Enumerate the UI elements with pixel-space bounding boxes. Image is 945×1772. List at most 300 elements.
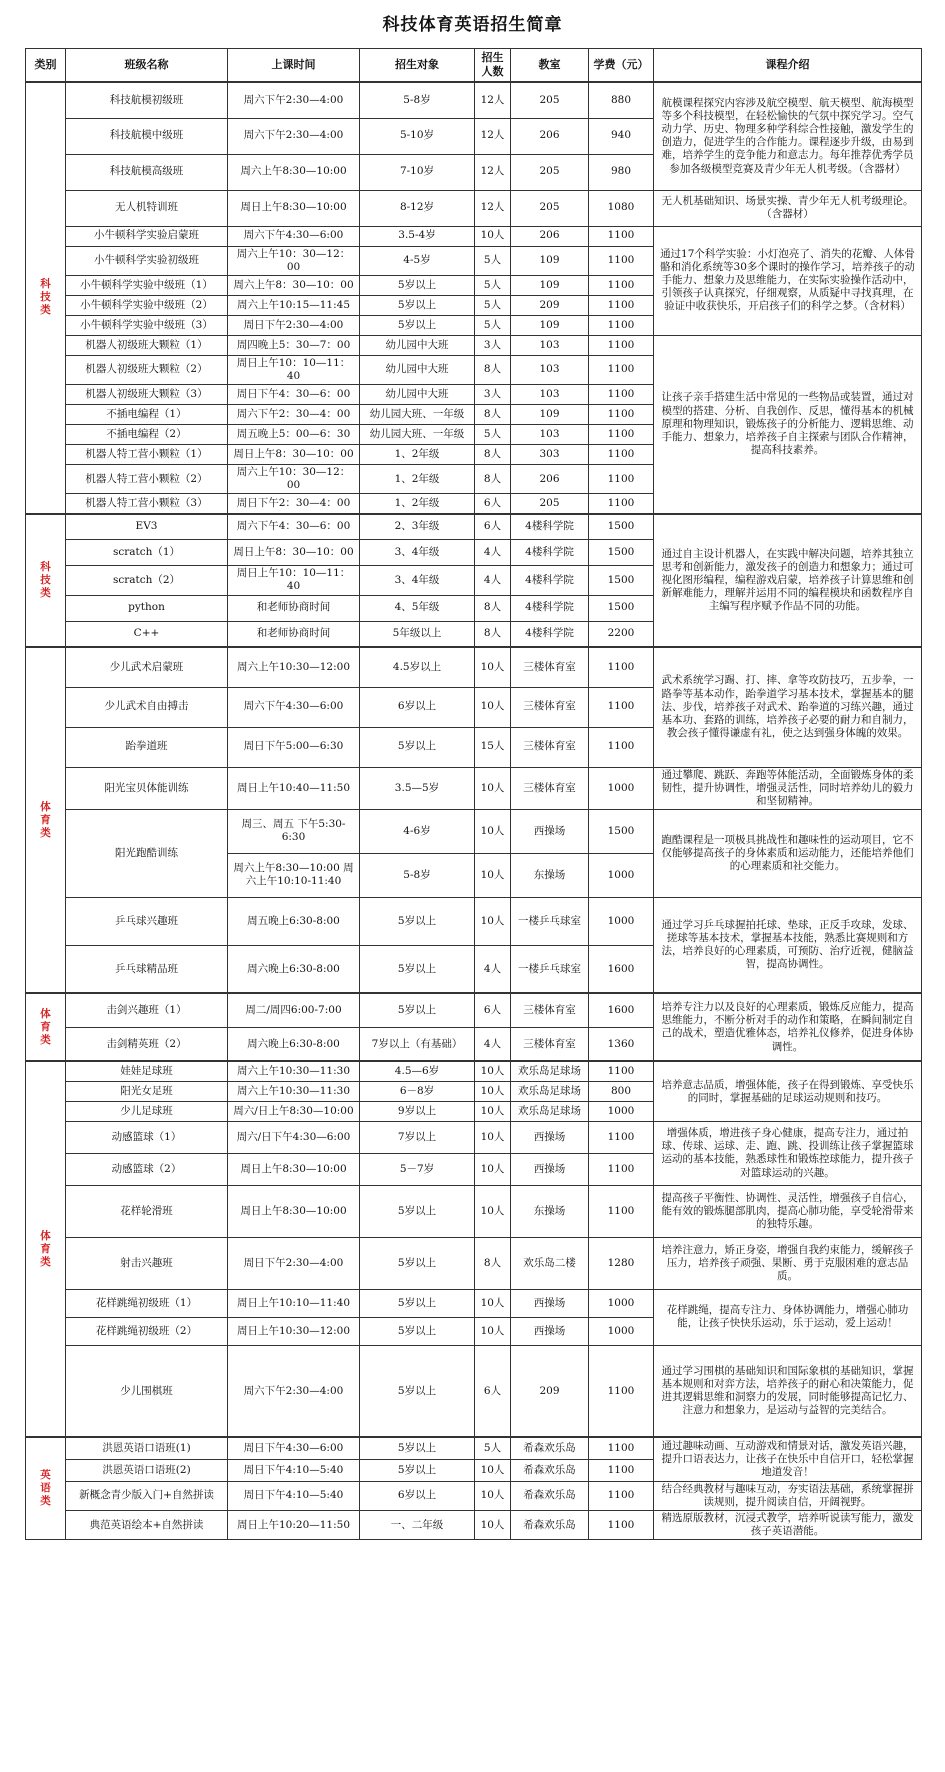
room-cell: 205 [511, 154, 589, 190]
course-intro-cell: 武术系统学习踢、打、摔、拿等攻防技巧，五步拳，一路拳等基本动作，跆拳道学习基本技术，掌握基本的腿法、步伐，培养孩子对武术、跆拳道的习练兴趣，通过基本功、套路的训练，培养孩子必要的耐力和自制力，教会孩子懂得谦虚有礼，使之达到强身体魄的效果。 [654, 647, 922, 767]
target-cell: 3、4年级 [360, 566, 475, 595]
target-cell: 5岁以上 [360, 1437, 475, 1459]
room-cell: 三楼体育室 [511, 993, 589, 1027]
target-cell: 幼儿园大班、一年级 [360, 425, 475, 445]
fee-cell: 1100 [589, 1121, 654, 1153]
room-cell: 东操场 [511, 1185, 589, 1237]
category-label: 体育类 [40, 800, 51, 839]
course-intro-cell: 结合经典教材与趣味互动，夯实语法基础，系统掌握拼读规则，提升阅读自信，开阔视野。 [654, 1481, 922, 1510]
course-intro-cell: 提高孩子平衡性、协调性、灵活性，增强孩子自信心，能有效的锻炼腿部肌肉，提高心肺功能，享受轮滑带来的独特乐趣。 [654, 1185, 922, 1237]
fee-cell: 1100 [589, 275, 654, 295]
count-cell: 10人 [475, 1317, 511, 1345]
course-intro-cell: 增强体质，增进孩子身心健康，提高专注力，通过拍球、传球、运球、走、跑、跳、投训练让孩子掌握篮球运动的基本技能，熟悉球性和锻炼控球能力，提升孩子对篮球运动的兴趣。 [654, 1121, 922, 1185]
count-cell: 8人 [475, 465, 511, 494]
table-row [26, 1185, 922, 1237]
count-cell: 10人 [475, 1185, 511, 1237]
room-cell: 109 [511, 315, 589, 335]
room-cell: 109 [511, 405, 589, 425]
class-time-cell: 周日上午8:30—10:00 [228, 190, 360, 226]
count-cell: 6人 [475, 1345, 511, 1437]
fee-cell: 1100 [589, 1153, 654, 1185]
count-cell: 12人 [475, 190, 511, 226]
class-name-cell: 动感篮球（1） [66, 1121, 228, 1153]
class-time-cell: 周日上午10:10—11:40 [228, 1289, 360, 1317]
room-cell: 欢乐岛足球场 [511, 1101, 589, 1121]
table-row [26, 1237, 922, 1289]
fee-cell: 980 [589, 154, 654, 190]
course-intro-cell: 让孩子亲手搭建生活中常见的一些物品或装置，通过对模型的搭建、分析、自我创作、反思，懂得基本的机械原理和物理知识，锻炼孩子的分析能力、逻辑思维、动手能力、想象力，培养孩子自主探索与团队合作精神，提高科技素养。 [654, 335, 922, 514]
class-name-cell: 科技航模初级班 [66, 82, 228, 118]
fee-cell: 1100 [589, 1185, 654, 1237]
class-time-cell: 周日下午2:30—4:00 [228, 315, 360, 335]
count-cell: 6人 [475, 514, 511, 540]
fee-cell: 1280 [589, 1237, 654, 1289]
count-cell: 4人 [475, 540, 511, 566]
table-row [26, 190, 922, 226]
fee-cell: 1500 [589, 514, 654, 540]
count-cell: 3人 [475, 385, 511, 405]
course-intro-cell: 花样跳绳，提高专注力、身体协调能力，增强心肺功能，让孩子快快乐运动，乐于运动，爱上运动！ [654, 1289, 922, 1345]
class-time-cell: 周日上午10:30—12:00 [228, 1317, 360, 1345]
count-cell: 8人 [475, 595, 511, 621]
count-cell: 4人 [475, 566, 511, 595]
table-header-row [26, 49, 922, 83]
class-name-cell: 科技航模高级班 [66, 154, 228, 190]
count-cell: 12人 [475, 154, 511, 190]
room-cell: 希森欢乐岛 [511, 1437, 589, 1459]
fee-cell: 1100 [589, 727, 654, 767]
target-cell: 5岁以上 [360, 275, 475, 295]
table-row [26, 1061, 922, 1081]
count-cell: 4人 [475, 1027, 511, 1061]
fee-cell: 1500 [589, 809, 654, 853]
class-name-cell: scratch（1） [66, 540, 228, 566]
fee-cell: 1100 [589, 405, 654, 425]
count-cell: 10人 [475, 687, 511, 727]
category-cell [26, 1061, 66, 1437]
target-cell: 5岁以上 [360, 1185, 475, 1237]
target-cell: 8-12岁 [360, 190, 475, 226]
count-cell: 10人 [475, 1481, 511, 1510]
count-cell: 12人 [475, 118, 511, 154]
count-cell: 8人 [475, 405, 511, 425]
class-name-cell: 不插电编程（1） [66, 405, 228, 425]
table-row [26, 647, 922, 687]
target-cell: 5岁以上 [360, 1237, 475, 1289]
class-time-cell: 周六下午4：30—6：00 [228, 514, 360, 540]
class-name-cell: EV3 [66, 514, 228, 540]
category-label: 英语类 [40, 1469, 51, 1508]
class-name-cell: 跆拳道班 [66, 727, 228, 767]
target-cell: 5－7岁 [360, 1153, 475, 1185]
target-cell: 5岁以上 [360, 727, 475, 767]
target-cell: 4.5—6岁 [360, 1061, 475, 1081]
room-cell: 4楼科学院 [511, 566, 589, 595]
target-cell: 6岁以上 [360, 1481, 475, 1510]
room-cell: 303 [511, 445, 589, 465]
room-cell: 欢乐岛足球场 [511, 1081, 589, 1101]
count-cell: 10人 [475, 1289, 511, 1317]
class-name-cell: C++ [66, 621, 228, 647]
class-name-cell: 小牛顿科学实验初级班 [66, 246, 228, 275]
table-row [26, 1511, 922, 1540]
room-cell: 4楼科学院 [511, 621, 589, 647]
target-cell: 4、5年级 [360, 595, 475, 621]
class-name-cell: 娃娃足球班 [66, 1061, 228, 1081]
room-cell: 103 [511, 425, 589, 445]
class-name-cell: 新概念青少版入门+自然拼读 [66, 1481, 228, 1510]
room-cell: 206 [511, 118, 589, 154]
fee-cell: 2200 [589, 621, 654, 647]
fee-cell: 1100 [589, 1345, 654, 1437]
room-cell: 103 [511, 385, 589, 405]
room-cell: 西操场 [511, 1153, 589, 1185]
course-intro-cell: 航模课程探究内容涉及航空模型、航天模型、航海模型等多个科技模型，在轻松愉快的气氛中探究学习。空气动力学、历史、物理多种学科综合性接触，激发学生的创造力，促进学生的合作能力。课程逐步升级，由易到难，培养学生的竞争能力和意志力。每年推荐优秀学员参加各级模型竞赛及青少年无人机考级。（含器材） [654, 82, 922, 190]
table-row [26, 514, 922, 540]
count-cell: 8人 [475, 621, 511, 647]
class-time-cell: 周六下午2：30—4：00 [228, 405, 360, 425]
category-label: 体育类 [40, 1007, 51, 1046]
room-cell: 东操场 [511, 853, 589, 897]
target-cell: 5岁以上 [360, 295, 475, 315]
class-name-cell: 洪恩英语口语班(1) [66, 1437, 228, 1459]
target-cell: 7岁以上（有基础） [360, 1027, 475, 1061]
course-intro-cell: 通过学习乒乓球握拍托球、垫球，正反手攻球，发球、搓球等基本技术，掌握基本技能，熟悉比赛规则和方法，培养良好的心理素质，可预防、治疗近视，健脑益智，提高协调性。 [654, 897, 922, 993]
room-cell: 一楼乒乓球室 [511, 945, 589, 993]
room-cell: 209 [511, 1345, 589, 1437]
fee-cell: 1000 [589, 767, 654, 809]
category-cell [26, 993, 66, 1061]
target-cell: 3、4年级 [360, 540, 475, 566]
class-name-cell: 击剑精英班（2） [66, 1027, 228, 1061]
class-name-cell: 少儿围棋班 [66, 1345, 228, 1437]
count-cell: 4人 [475, 945, 511, 993]
room-cell: 205 [511, 190, 589, 226]
class-time-cell: 周六晚上6:30-8:00 [228, 945, 360, 993]
category-label: 科技类 [40, 278, 51, 317]
target-cell: 3.5-4岁 [360, 226, 475, 246]
class-name-cell: 机器人初级班大颗粒（1） [66, 335, 228, 355]
room-cell: 西操场 [511, 1289, 589, 1317]
fee-cell: 1000 [589, 1289, 654, 1317]
class-name-cell: python [66, 595, 228, 621]
fee-cell: 1500 [589, 540, 654, 566]
fee-cell: 1100 [589, 1061, 654, 1081]
count-cell: 10人 [475, 1081, 511, 1101]
room-cell: 三楼体育室 [511, 1027, 589, 1061]
count-cell: 5人 [475, 425, 511, 445]
fee-cell: 1100 [589, 355, 654, 384]
class-name-cell: 花样轮滑班 [66, 1185, 228, 1237]
count-cell: 5人 [475, 315, 511, 335]
class-time-cell: 周日下午4:30—6:00 [228, 1437, 360, 1459]
target-cell: 幼儿园中大班 [360, 355, 475, 384]
class-time-cell: 周六晚上6:30-8:00 [228, 1027, 360, 1061]
target-cell: 6岁以上 [360, 687, 475, 727]
class-name-cell: 机器人初级班大颗粒（2） [66, 355, 228, 384]
fee-cell: 1100 [589, 687, 654, 727]
class-time-cell: 周日上午8:30—10:00 [228, 1153, 360, 1185]
class-name-cell: 机器人特工营小颗粒（3） [66, 494, 228, 514]
category-label: 体育类 [40, 1229, 51, 1268]
class-name-cell: 少儿足球班 [66, 1101, 228, 1121]
target-cell: 5岁以上 [360, 1317, 475, 1345]
course-intro-cell: 精选原版教材，沉浸式教学，培养听说读写能力，激发孩子英语潜能。 [654, 1511, 922, 1540]
fee-cell: 1600 [589, 993, 654, 1027]
class-time-cell: 周三、周五 下午5:30-6:30 [228, 809, 360, 853]
room-cell: 一楼乒乓球室 [511, 897, 589, 945]
header-fee: 学费（元） [589, 49, 654, 83]
class-name-cell: 花样跳绳初级班（1） [66, 1289, 228, 1317]
target-cell: 幼儿园大班、一年级 [360, 405, 475, 425]
room-cell: 欢乐岛二楼 [511, 1237, 589, 1289]
fee-cell: 1100 [589, 1481, 654, 1510]
class-time-cell: 周六/日上午8:30—10:00 [228, 1101, 360, 1121]
fee-cell: 1100 [589, 647, 654, 687]
target-cell: 5岁以上 [360, 945, 475, 993]
class-time-cell: 周六上午10：30—12：00 [228, 246, 360, 275]
target-cell: 5岁以上 [360, 1459, 475, 1481]
class-name-cell: 小牛顿科学实验中级班（1） [66, 275, 228, 295]
table-row [26, 767, 922, 809]
target-cell: 1、2年级 [360, 494, 475, 514]
fee-cell: 940 [589, 118, 654, 154]
class-name-cell: 阳光女足班 [66, 1081, 228, 1101]
target-cell: 5年级以上 [360, 621, 475, 647]
room-cell: 109 [511, 275, 589, 295]
fee-cell: 1100 [589, 295, 654, 315]
table-row [26, 335, 922, 355]
count-cell: 10人 [475, 767, 511, 809]
fee-cell: 1100 [589, 315, 654, 335]
table-body [26, 82, 922, 1540]
fee-cell: 1360 [589, 1027, 654, 1061]
count-cell: 3人 [475, 335, 511, 355]
table-row [26, 1345, 922, 1437]
class-name-cell: 少儿武术自由搏击 [66, 687, 228, 727]
fee-cell: 1100 [589, 425, 654, 445]
class-time-cell: 周日下午4:10—5:40 [228, 1459, 360, 1481]
class-time-cell: 周六下午2:30—4:00 [228, 118, 360, 154]
header-count: 招生人数 [475, 49, 511, 83]
class-time-cell: 周六下午2:30—4:00 [228, 1345, 360, 1437]
table-row [26, 1481, 922, 1510]
course-intro-cell: 培养专注力以及良好的心理素质，锻炼反应能力，提高思维能力，不断分析对手的动作和策略，在瞬间制定自己的战术，塑造优雅体态，培养礼仪修养，促进身体协调性。 [654, 993, 922, 1061]
class-name-cell: 无人机特训班 [66, 190, 228, 226]
class-name-cell: 阳光跑酷训练 [66, 809, 228, 897]
class-time-cell: 周六上午8：30—10：00 [228, 275, 360, 295]
class-time-cell: 周六下午4:30—6:00 [228, 687, 360, 727]
room-cell: 205 [511, 494, 589, 514]
category-cell [26, 82, 66, 514]
fee-cell: 1100 [589, 1437, 654, 1459]
room-cell: 三楼体育室 [511, 647, 589, 687]
fee-cell: 1500 [589, 595, 654, 621]
fee-cell: 1100 [589, 226, 654, 246]
course-intro-cell: 通过学习围棋的基础知识和国际象棋的基础知识，掌握基本规则和对弈方法，培养孩子的耐心和决策能力，促进其逻辑思维和洞察力的发展，同时能够提高记忆力、注意力和想象力，是运动与益智的完美结合。 [654, 1345, 922, 1437]
room-cell: 206 [511, 226, 589, 246]
room-cell: 103 [511, 335, 589, 355]
header-class-time: 上课时间 [228, 49, 360, 83]
header-room: 教室 [511, 49, 589, 83]
count-cell: 10人 [475, 897, 511, 945]
class-name-cell: 射击兴趣班 [66, 1237, 228, 1289]
header-target: 招生对象 [360, 49, 475, 83]
class-time-cell: 周日下午5:00—6:30 [228, 727, 360, 767]
class-name-cell: 小牛顿科学实验中级班（3） [66, 315, 228, 335]
fee-cell: 1100 [589, 1511, 654, 1540]
class-name-cell: 洪恩英语口语班(2) [66, 1459, 228, 1481]
table-row [26, 82, 922, 118]
class-time-cell: 周日上午8：30—10：00 [228, 540, 360, 566]
class-time-cell: 和老师协商时间 [228, 621, 360, 647]
class-time-cell: 周六上午10:30—12:00 [228, 647, 360, 687]
class-name-cell: 少儿武术启蒙班 [66, 647, 228, 687]
target-cell: 2、3年级 [360, 514, 475, 540]
class-name-cell: 乒乓球兴趣班 [66, 897, 228, 945]
room-cell: 三楼体育室 [511, 727, 589, 767]
class-time-cell: 周六上午10：30—12：00 [228, 465, 360, 494]
fee-cell: 1000 [589, 1317, 654, 1345]
count-cell: 10人 [475, 1101, 511, 1121]
class-time-cell: 周日上午10：10—11：40 [228, 566, 360, 595]
count-cell: 10人 [475, 1153, 511, 1185]
course-intro-cell: 通过17个科学实验：小灯泡亮了、消失的花瓣、人体骨骼和消化系统等30多个课时的操作学习，培养孩子的动手能力、想象力及思维能力，在实际实验操作活动中，引领孩子认真探究，仔细观察，从质疑中寻找真理，在验证中收获快乐，开启孩子们的科学之梦。（含材料） [654, 226, 922, 335]
count-cell: 10人 [475, 1121, 511, 1153]
target-cell: 9岁以上 [360, 1101, 475, 1121]
target-cell: 一、二年级 [360, 1511, 475, 1540]
fee-cell: 1500 [589, 566, 654, 595]
target-cell: 4-6岁 [360, 809, 475, 853]
count-cell: 10人 [475, 647, 511, 687]
count-cell: 10人 [475, 809, 511, 853]
header-category: 类别 [26, 49, 66, 83]
table-row [26, 1121, 922, 1153]
fee-cell: 1100 [589, 385, 654, 405]
document-title: 科技体育英语招生简章 [382, 15, 563, 35]
count-cell: 15人 [475, 727, 511, 767]
target-cell: 5-8岁 [360, 853, 475, 897]
target-cell: 6－8岁 [360, 1081, 475, 1101]
target-cell: 5岁以上 [360, 897, 475, 945]
room-cell: 109 [511, 246, 589, 275]
room-cell: 西操场 [511, 1317, 589, 1345]
class-name-cell: 不插电编程（2） [66, 425, 228, 445]
target-cell: 4.5岁以上 [360, 647, 475, 687]
target-cell: 幼儿园中大班 [360, 335, 475, 355]
fee-cell: 1100 [589, 246, 654, 275]
count-cell: 10人 [475, 1459, 511, 1481]
category-cell [26, 514, 66, 647]
class-time-cell: 周六上午10:30—11:30 [228, 1061, 360, 1081]
count-cell: 5人 [475, 1437, 511, 1459]
table-row [26, 1289, 922, 1317]
room-cell: 205 [511, 82, 589, 118]
class-time-cell: 周日上午8:30—10:00 [228, 1185, 360, 1237]
count-cell: 6人 [475, 494, 511, 514]
target-cell: 5岁以上 [360, 1289, 475, 1317]
class-time-cell: 周六上午8:30—10:00 周六上午10:10-11:40 [228, 853, 360, 897]
room-cell: 4楼科学院 [511, 514, 589, 540]
room-cell: 三楼体育室 [511, 687, 589, 727]
class-name-cell: 小牛顿科学实验启蒙班 [66, 226, 228, 246]
fee-cell: 1600 [589, 945, 654, 993]
class-time-cell: 周日上午10：10—11：40 [228, 355, 360, 384]
target-cell: 1、2年级 [360, 465, 475, 494]
room-cell: 三楼体育室 [511, 767, 589, 809]
header-intro: 课程介绍 [654, 49, 922, 83]
class-time-cell: 周六下午2:30—4:00 [228, 82, 360, 118]
room-cell: 希森欢乐岛 [511, 1481, 589, 1510]
class-name-cell: 小牛顿科学实验中级班（2） [66, 295, 228, 315]
fee-cell: 1100 [589, 335, 654, 355]
header-class-name: 班级名称 [66, 49, 228, 83]
room-cell: 欢乐岛足球场 [511, 1061, 589, 1081]
target-cell: 幼儿园中大班 [360, 385, 475, 405]
class-name-cell: 阳光宝贝体能训练 [66, 767, 228, 809]
class-time-cell: 周六上午8:30—10:00 [228, 154, 360, 190]
count-cell: 5人 [475, 275, 511, 295]
class-name-cell: 机器人初级班大颗粒（3） [66, 385, 228, 405]
class-name-cell: 花样跳绳初级班（2） [66, 1317, 228, 1345]
class-time-cell: 和老师协商时间 [228, 595, 360, 621]
fee-cell: 800 [589, 1081, 654, 1101]
class-name-cell: 击剑兴趣班（1） [66, 993, 228, 1027]
class-name-cell: 乒乓球精品班 [66, 945, 228, 993]
target-cell: 5-10岁 [360, 118, 475, 154]
category-label: 科技类 [40, 560, 51, 599]
room-cell: 希森欢乐岛 [511, 1511, 589, 1540]
course-intro-cell: 通过攀爬、跳跃、奔跑等体能活动，全面锻炼身体的柔韧性，提升协调性，增强灵活性，同时培养幼儿的毅力和坚韧精神。 [654, 767, 922, 809]
count-cell: 12人 [475, 82, 511, 118]
room-cell: 西操场 [511, 809, 589, 853]
class-time-cell: 周日下午2：30—4：00 [228, 494, 360, 514]
fee-cell: 1100 [589, 465, 654, 494]
room-cell: 4楼科学院 [511, 540, 589, 566]
category-cell [26, 647, 66, 993]
room-cell: 206 [511, 465, 589, 494]
class-time-cell: 周六下午4:30—6:00 [228, 226, 360, 246]
target-cell: 5-8岁 [360, 82, 475, 118]
room-cell: 4楼科学院 [511, 595, 589, 621]
class-time-cell: 周日上午8：30—10：00 [228, 445, 360, 465]
class-time-cell: 周日下午4:10—5:40 [228, 1481, 360, 1510]
target-cell: 5岁以上 [360, 993, 475, 1027]
target-cell: 5岁以上 [360, 1345, 475, 1437]
course-intro-cell: 通过趣味动画、互动游戏和情景对话，激发英语兴趣，提升口语表达力，让孩子在快乐中自信开口，轻松掌握地道发音！ [654, 1437, 922, 1481]
room-cell: 209 [511, 295, 589, 315]
count-cell: 8人 [475, 1237, 511, 1289]
fee-cell: 1000 [589, 853, 654, 897]
count-cell: 10人 [475, 853, 511, 897]
class-name-cell: 动感篮球（2） [66, 1153, 228, 1185]
fee-cell: 1000 [589, 897, 654, 945]
course-intro-cell: 跑酷课程是一项极具挑战性和趣味性的运动项目，它不仅能够提高孩子的身体素质和运动能力，还能培养他们的心理素质和社交能力。 [654, 809, 922, 897]
count-cell: 8人 [475, 355, 511, 384]
target-cell: 4-5岁 [360, 246, 475, 275]
class-name-cell: 机器人特工营小颗粒（2） [66, 465, 228, 494]
target-cell: 3.5—5岁 [360, 767, 475, 809]
class-name-cell: 机器人特工营小颗粒（1） [66, 445, 228, 465]
class-time-cell: 周六/日下午4:30—6:00 [228, 1121, 360, 1153]
fee-cell: 1000 [589, 1101, 654, 1121]
room-cell: 103 [511, 355, 589, 384]
fee-cell: 1100 [589, 1459, 654, 1481]
category-cell [26, 1437, 66, 1540]
class-time-cell: 周五晚上5：00—6：30 [228, 425, 360, 445]
room-cell: 希森欢乐岛 [511, 1459, 589, 1481]
class-name-cell: 科技航模中级班 [66, 118, 228, 154]
